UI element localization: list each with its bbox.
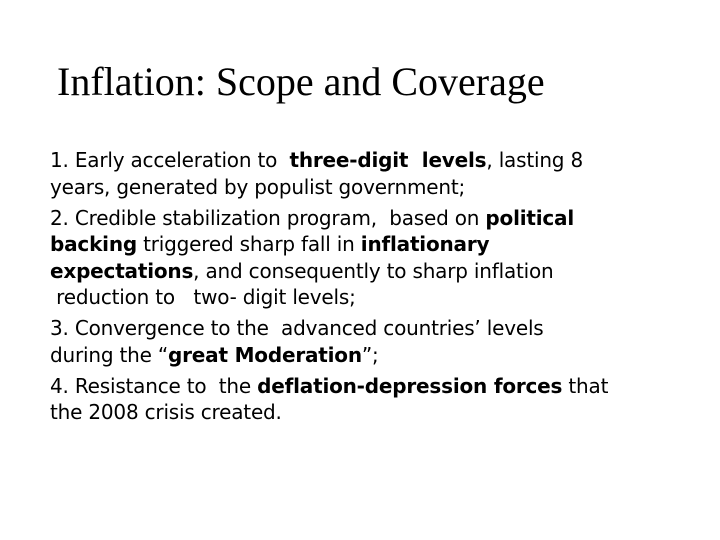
bold-text-run: inflationary [360,232,490,256]
text-line [50,284,700,311]
text-run: years, generated by populist government; [50,174,465,199]
text-line [50,174,700,201]
list-item [50,205,700,311]
text-run: triggered sharp fall in [136,232,361,256]
text-line [50,147,700,174]
text-line [50,231,700,258]
list-item [50,373,700,426]
list-item [50,147,700,200]
text-run: the 2008 crisis created. [50,400,282,424]
text-run: during the “ [50,342,169,367]
text-run: reduction to two- digit levels; [50,285,356,309]
text-run: ”; [361,342,379,367]
bold-text-run: backing [50,232,137,256]
text-line [50,205,700,232]
slide-body [50,147,700,430]
text-line [50,315,700,342]
bold-text-run: political [485,205,574,230]
text-run: , and consequently to sharp inflation [193,258,554,283]
list-item [50,315,700,368]
bold-text-run: expectations [50,258,194,283]
slide-title: Inflation: Scope and Coverage [57,59,545,104]
text-run: that [562,373,609,398]
text-line [50,342,700,369]
text-run: 1. Early acceleration to [50,148,290,172]
bold-text-run: deflation-depression forces [257,373,563,398]
text-run: 3. Convergence to the advanced countries’ levels [50,316,544,340]
text-line [50,399,700,426]
bold-text-run: three-digit levels [289,148,487,172]
bold-text-run: great Moderation [168,342,362,367]
text-run: 4. Resistance to the [50,373,258,398]
text-run: 2. Credible stabilization program, based on [50,205,486,230]
text-line [50,373,700,400]
text-line [50,258,700,285]
text-run: , lasting 8 [486,148,583,172]
